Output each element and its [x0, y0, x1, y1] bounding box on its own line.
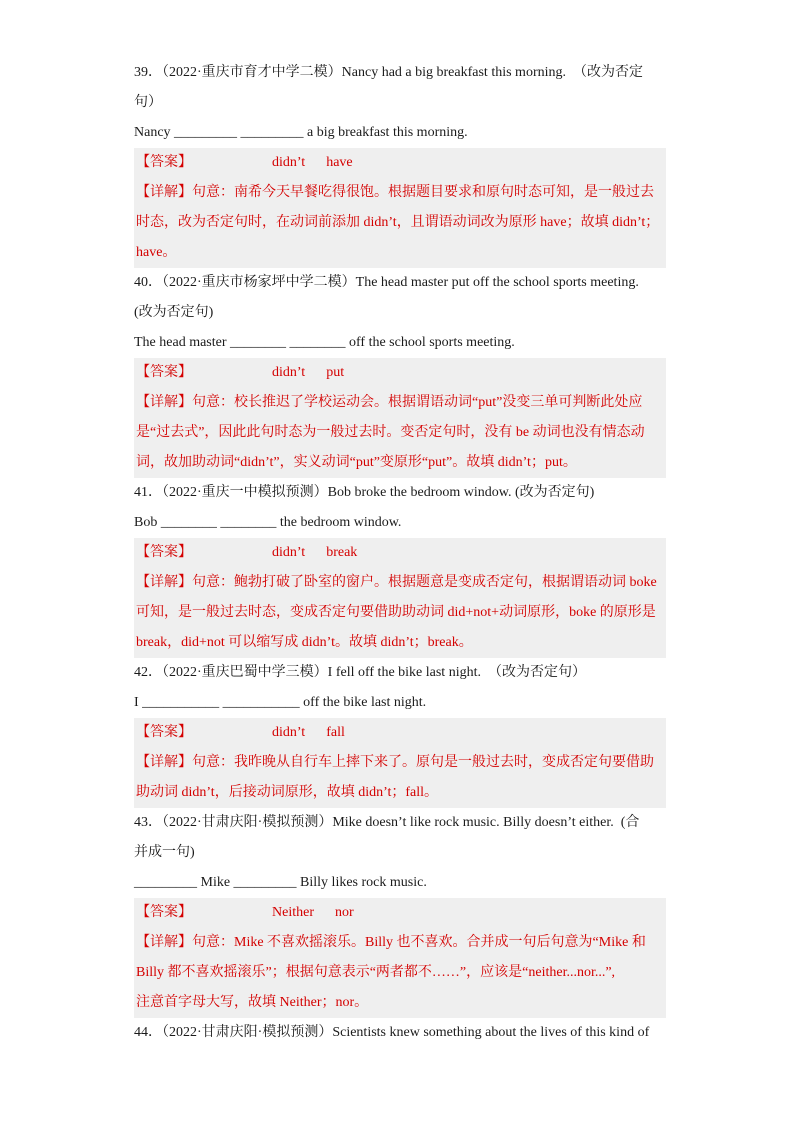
question-block-39 — [134, 58, 666, 268]
explain-line: 【详解】句意：南希今天早餐吃得很饱。根据题目要求和原句时态可知，是一般过去 — [136, 185, 654, 200]
question-text-cont: 并成一句) — [134, 845, 195, 860]
explain-line: 【详解】句意：鲍勃打破了卧室的窗户。根据题意是变成否定句，根据谓语动词 boke — [136, 575, 657, 590]
answer-label: 【答案】 — [136, 155, 192, 170]
answer-value: didn’t put — [272, 365, 345, 380]
question-block-44 — [134, 1018, 666, 1048]
question-text: 44．（2022·甘肃庆阳·模拟预测）Scientists knew something about the lives of this kind of — [134, 1025, 650, 1040]
explain-line: have。 — [136, 245, 177, 260]
explain-line: 可知，是一般过去时态，变成否定句要借助助动词 did+not+动词原形，boke 的原形是 — [136, 605, 656, 620]
explain-line: 是“过去式”，因此此句时态为一般过去时。变否定句时，没有 be 动词也没有情态动 — [136, 425, 645, 440]
answer-label: 【答案】 — [136, 365, 192, 380]
question-block-40 — [134, 268, 666, 478]
explain-line: 【详解】句意：Mike 不喜欢摇滚乐。Billy 也不喜欢。合并成一句后句意为“Mike 和 — [136, 935, 646, 950]
answer-box — [134, 358, 666, 478]
answer-line — [136, 358, 666, 388]
blank-sentence: Bob ________ ________ the bedroom window. — [134, 515, 402, 530]
answer-box — [134, 148, 666, 268]
answer-label: 【答案】 — [136, 905, 192, 920]
answer-box — [134, 718, 666, 808]
question-text: 43．（2022·甘肃庆阳·模拟预测）Mike doesn’t like rock music. Billy doesn’t either. (合 — [134, 815, 640, 830]
explain-line: 【详解】句意：我昨晚从自行车上摔下来了。原句是一般过去时，变成否定句要借助 — [136, 755, 654, 770]
answer-value: didn’t break — [272, 545, 358, 560]
explain-line: 注意首字母大写，故填 Neither；nor。 — [136, 995, 369, 1010]
worksheet-page — [134, 58, 666, 1048]
answer-box — [134, 898, 666, 1018]
explain-line: 助动词 didn’t，后接动词原形，故填 didn’t；fall。 — [136, 785, 439, 800]
blank-sentence: The head master ________ ________ off the school sports meeting. — [134, 335, 515, 350]
question-block-43 — [134, 808, 666, 1018]
answer-value: didn’t fall — [272, 725, 345, 740]
answer-line — [136, 538, 666, 568]
answer-value: didn’t have — [272, 155, 353, 170]
explain-line: 【详解】句意：校长推迟了学校运动会。根据谓语动词“put”没变三单可判断此处应 — [136, 395, 643, 410]
explain-line: 词，故加助动词“didn’t”，实义动词“put”变原形“put”。故填 didn’t；put。 — [136, 455, 577, 470]
answer-line — [136, 148, 666, 178]
answer-line — [136, 898, 666, 928]
answer-box — [134, 538, 666, 658]
question-text: 41．（2022·重庆一中模拟预测）Bob broke the bedroom window. (改为否定句) — [134, 485, 595, 500]
question-text: 40．（2022·重庆市杨家坪中学二模）The head master put off the school sports meeting. — [134, 275, 639, 290]
answer-label: 【答案】 — [136, 545, 192, 560]
question-text-cont: (改为否定句) — [134, 305, 214, 320]
answer-label: 【答案】 — [136, 725, 192, 740]
question-block-41 — [134, 478, 666, 658]
question-text: 42．（2022·重庆巴蜀中学三模）I fell off the bike last night. （改为否定句） — [134, 665, 586, 680]
question-text-cont: 句） — [134, 95, 162, 110]
question-block-42 — [134, 658, 666, 808]
explain-line: 时态，改为否定句时，在动词前添加 didn’t，且谓语动词改为原形 have；故填 didn’t； — [136, 215, 660, 230]
answer-value: Neither nor — [272, 905, 354, 920]
explain-line: Billy 都不喜欢摇滚乐”；根据句意表示“两者都不……”，应该是“neither...nor...”, — [136, 965, 616, 980]
blank-sentence: I ___________ ___________ off the bike last night. — [134, 695, 427, 710]
blank-sentence: _________ Mike _________ Billy likes rock music. — [134, 875, 427, 890]
blank-sentence: Nancy _________ _________ a big breakfast this morning. — [134, 125, 468, 140]
explain-line: break，did+not 可以缩写成 didn’t。故填 didn’t；break。 — [136, 635, 473, 650]
answer-line — [136, 718, 666, 748]
question-text: 39．（2022·重庆市育才中学二模）Nancy had a big breakfast this morning. （改为否定 — [134, 65, 643, 80]
